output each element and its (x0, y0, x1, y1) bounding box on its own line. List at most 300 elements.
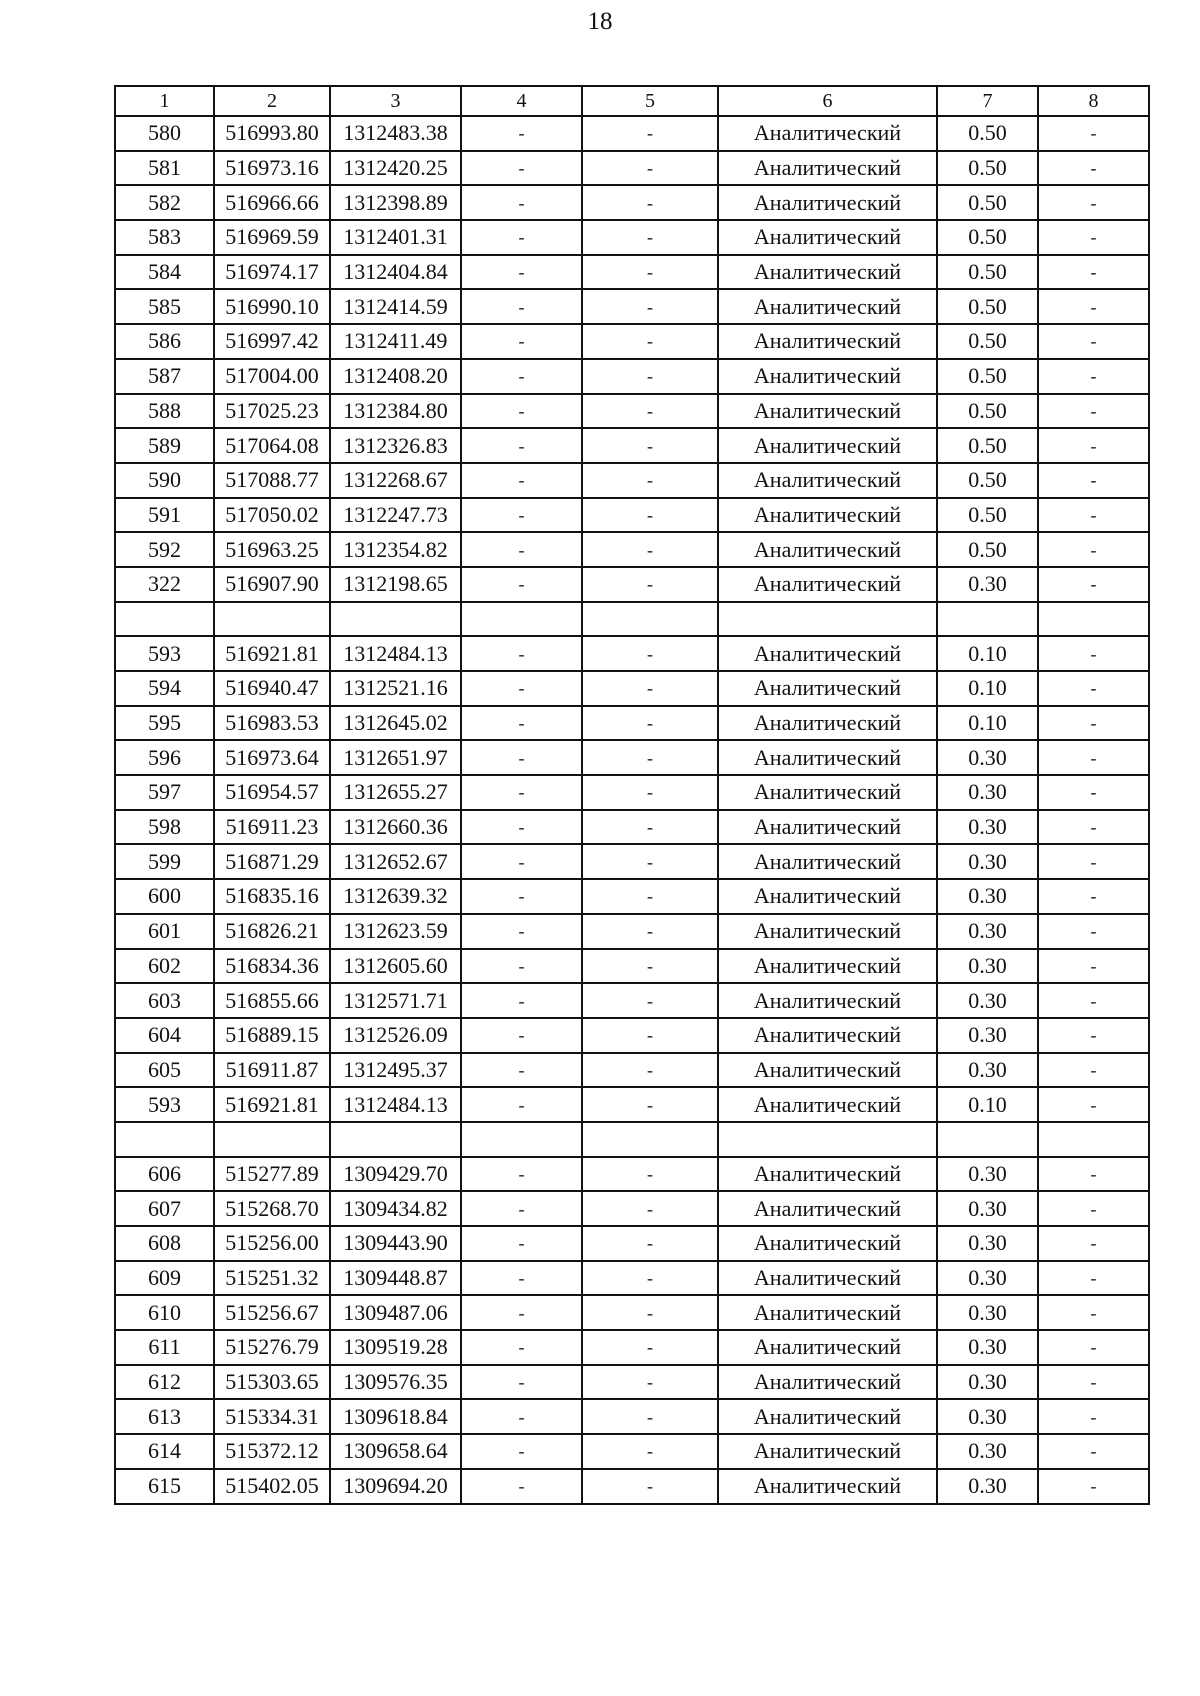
accuracy-cell: 0.50 (937, 463, 1038, 498)
method-cell: Аналитический (718, 1469, 937, 1504)
column-4-cell: - (461, 1018, 582, 1053)
accuracy-cell: 0.30 (937, 1191, 1038, 1226)
point-number-cell (115, 602, 214, 637)
column-5-cell: - (582, 116, 718, 151)
x-coordinate-cell: 516911.87 (214, 1053, 330, 1088)
y-coordinate-cell: 1312652.67 (330, 844, 461, 879)
table-row (115, 394, 1149, 429)
y-coordinate-cell: 1312354.82 (330, 532, 461, 567)
accuracy-cell: 0.10 (937, 671, 1038, 706)
table-row (115, 1295, 1149, 1330)
column-5-cell: - (582, 636, 718, 671)
y-coordinate-cell: 1309434.82 (330, 1191, 461, 1226)
method-cell: Аналитический (718, 185, 937, 220)
column-5-cell: - (582, 949, 718, 984)
column-8-cell: - (1038, 116, 1149, 151)
accuracy-cell: 0.50 (937, 428, 1038, 463)
method-cell: Аналитический (718, 255, 937, 290)
method-cell: Аналитический (718, 879, 937, 914)
method-cell: Аналитический (718, 949, 937, 984)
x-coordinate-cell: 515402.05 (214, 1469, 330, 1504)
column-4-cell: - (461, 498, 582, 533)
column-8-cell: - (1038, 775, 1149, 810)
table-row (115, 1087, 1149, 1122)
column-5-cell: - (582, 151, 718, 186)
column-8-cell: - (1038, 359, 1149, 394)
x-coordinate-cell: 515372.12 (214, 1434, 330, 1469)
method-cell: Аналитический (718, 463, 937, 498)
column-4-cell (461, 602, 582, 637)
column-5-cell: - (582, 1365, 718, 1400)
table-row (115, 1330, 1149, 1365)
accuracy-cell: 0.50 (937, 324, 1038, 359)
x-coordinate-cell: 516974.17 (214, 255, 330, 290)
point-number-cell: 607 (115, 1191, 214, 1226)
method-cell: Аналитический (718, 844, 937, 879)
x-coordinate-cell (214, 1122, 330, 1157)
x-coordinate-cell: 516911.23 (214, 810, 330, 845)
y-coordinate-cell (330, 1122, 461, 1157)
column-5-cell: - (582, 220, 718, 255)
column-8-cell: - (1038, 844, 1149, 879)
accuracy-cell: 0.50 (937, 532, 1038, 567)
accuracy-cell: 0.30 (937, 879, 1038, 914)
column-5-cell: - (582, 1226, 718, 1261)
table-row (115, 810, 1149, 845)
column-8-cell: - (1038, 394, 1149, 429)
column-4-cell: - (461, 324, 582, 359)
accuracy-cell: 0.30 (937, 1330, 1038, 1365)
header-cell: 7 (937, 86, 1038, 116)
column-8-cell: - (1038, 1261, 1149, 1296)
point-number-cell: 610 (115, 1295, 214, 1330)
method-cell: Аналитический (718, 567, 937, 602)
x-coordinate-cell: 515334.31 (214, 1399, 330, 1434)
table-row (115, 706, 1149, 741)
table-row (115, 844, 1149, 879)
column-8-cell: - (1038, 983, 1149, 1018)
column-8-cell: - (1038, 463, 1149, 498)
method-cell: Аналитический (718, 116, 937, 151)
x-coordinate-cell: 517025.23 (214, 394, 330, 429)
accuracy-cell: 0.30 (937, 775, 1038, 810)
column-8-cell (1038, 602, 1149, 637)
table-row (115, 428, 1149, 463)
y-coordinate-cell: 1309448.87 (330, 1261, 461, 1296)
point-number-cell: 606 (115, 1157, 214, 1192)
column-4-cell: - (461, 289, 582, 324)
y-coordinate-cell: 1312483.38 (330, 116, 461, 151)
column-4-cell: - (461, 1469, 582, 1504)
point-number-cell: 581 (115, 151, 214, 186)
x-coordinate-cell: 516973.64 (214, 740, 330, 775)
point-number-cell: 583 (115, 220, 214, 255)
column-5-cell (582, 1122, 718, 1157)
point-number-cell: 589 (115, 428, 214, 463)
table-row (115, 532, 1149, 567)
x-coordinate-cell: 516940.47 (214, 671, 330, 706)
column-4-cell: - (461, 1261, 582, 1296)
accuracy-cell: 0.30 (937, 1018, 1038, 1053)
y-coordinate-cell: 1312404.84 (330, 255, 461, 290)
column-4-cell: - (461, 567, 582, 602)
column-8-cell: - (1038, 532, 1149, 567)
accuracy-cell: 0.50 (937, 394, 1038, 429)
column-8-cell: - (1038, 706, 1149, 741)
point-number-cell: 615 (115, 1469, 214, 1504)
accuracy-cell: 0.30 (937, 1469, 1038, 1504)
header-cell: 5 (582, 86, 718, 116)
column-5-cell: - (582, 359, 718, 394)
column-4-cell: - (461, 1157, 582, 1192)
method-cell: Аналитический (718, 151, 937, 186)
x-coordinate-cell: 516973.16 (214, 151, 330, 186)
accuracy-cell: 0.50 (937, 289, 1038, 324)
column-5-cell: - (582, 983, 718, 1018)
accuracy-cell: 0.50 (937, 255, 1038, 290)
point-number-cell: 594 (115, 671, 214, 706)
accuracy-cell: 0.50 (937, 151, 1038, 186)
method-cell: Аналитический (718, 289, 937, 324)
column-4-cell: - (461, 1295, 582, 1330)
column-8-cell: - (1038, 498, 1149, 533)
x-coordinate-cell: 515251.32 (214, 1261, 330, 1296)
y-coordinate-cell: 1309487.06 (330, 1295, 461, 1330)
column-8-cell: - (1038, 879, 1149, 914)
accuracy-cell: 0.30 (937, 1157, 1038, 1192)
point-number-cell: 591 (115, 498, 214, 533)
column-4-cell: - (461, 810, 582, 845)
y-coordinate-cell: 1309658.64 (330, 1434, 461, 1469)
column-5-cell: - (582, 1191, 718, 1226)
x-coordinate-cell: 516969.59 (214, 220, 330, 255)
x-coordinate-cell: 516954.57 (214, 775, 330, 810)
column-8-cell: - (1038, 810, 1149, 845)
method-cell: Аналитический (718, 220, 937, 255)
y-coordinate-cell: 1312484.13 (330, 636, 461, 671)
table-row (115, 1226, 1149, 1261)
y-coordinate-cell: 1312521.16 (330, 671, 461, 706)
point-number-cell: 603 (115, 983, 214, 1018)
x-coordinate-cell: 516889.15 (214, 1018, 330, 1053)
method-cell: Аналитический (718, 1399, 937, 1434)
table-row (115, 1018, 1149, 1053)
column-5-cell: - (582, 706, 718, 741)
column-4-cell: - (461, 1434, 582, 1469)
point-number-cell: 587 (115, 359, 214, 394)
column-8-cell: - (1038, 1434, 1149, 1469)
table-row (115, 602, 1149, 637)
x-coordinate-cell: 516826.21 (214, 914, 330, 949)
column-4-cell: - (461, 359, 582, 394)
column-5-cell: - (582, 324, 718, 359)
column-4-cell: - (461, 463, 582, 498)
table-row (115, 255, 1149, 290)
column-5-cell: - (582, 1053, 718, 1088)
table-row (115, 740, 1149, 775)
table-row (115, 567, 1149, 602)
table-row (115, 949, 1149, 984)
column-5-cell: - (582, 394, 718, 429)
x-coordinate-cell: 516871.29 (214, 844, 330, 879)
method-cell: Аналитический (718, 1157, 937, 1192)
column-4-cell: - (461, 1330, 582, 1365)
x-coordinate-cell: 516907.90 (214, 567, 330, 602)
method-cell: Аналитический (718, 1261, 937, 1296)
point-number-cell: 596 (115, 740, 214, 775)
column-8-cell: - (1038, 1191, 1149, 1226)
header-cell: 8 (1038, 86, 1149, 116)
column-5-cell: - (582, 1261, 718, 1296)
y-coordinate-cell: 1312198.65 (330, 567, 461, 602)
point-number-cell: 601 (115, 914, 214, 949)
method-cell: Аналитический (718, 810, 937, 845)
point-number-cell: 598 (115, 810, 214, 845)
column-5-cell: - (582, 532, 718, 567)
column-5-cell (582, 602, 718, 637)
point-number-cell: 585 (115, 289, 214, 324)
column-8-cell: - (1038, 1157, 1149, 1192)
column-5-cell: - (582, 844, 718, 879)
x-coordinate-cell: 515268.70 (214, 1191, 330, 1226)
method-cell (718, 1122, 937, 1157)
point-number-cell: 322 (115, 567, 214, 602)
column-4-cell: - (461, 151, 582, 186)
method-cell: Аналитический (718, 671, 937, 706)
accuracy-cell: 0.50 (937, 498, 1038, 533)
table-row (115, 1365, 1149, 1400)
point-number-cell (115, 1122, 214, 1157)
header-cell: 6 (718, 86, 937, 116)
column-5-cell: - (582, 1018, 718, 1053)
column-8-cell: - (1038, 151, 1149, 186)
accuracy-cell: 0.30 (937, 914, 1038, 949)
method-cell: Аналитический (718, 1365, 937, 1400)
accuracy-cell: 0.50 (937, 220, 1038, 255)
point-number-cell: 612 (115, 1365, 214, 1400)
x-coordinate-cell: 515276.79 (214, 1330, 330, 1365)
column-4-cell: - (461, 949, 582, 984)
x-coordinate-cell: 516835.16 (214, 879, 330, 914)
x-coordinate-cell: 516855.66 (214, 983, 330, 1018)
column-4-cell: - (461, 1399, 582, 1434)
column-4-cell: - (461, 636, 582, 671)
method-cell: Аналитический (718, 1087, 937, 1122)
y-coordinate-cell: 1312384.80 (330, 394, 461, 429)
point-number-cell: 593 (115, 1087, 214, 1122)
column-8-cell: - (1038, 1226, 1149, 1261)
column-5-cell: - (582, 498, 718, 533)
point-number-cell: 588 (115, 394, 214, 429)
method-cell: Аналитический (718, 532, 937, 567)
table-row (115, 775, 1149, 810)
accuracy-cell: 0.50 (937, 185, 1038, 220)
x-coordinate-cell: 517050.02 (214, 498, 330, 533)
y-coordinate-cell: 1312605.60 (330, 949, 461, 984)
column-4-cell: - (461, 983, 582, 1018)
column-4-cell: - (461, 740, 582, 775)
column-4-cell: - (461, 706, 582, 741)
column-8-cell: - (1038, 1018, 1149, 1053)
accuracy-cell: 0.30 (937, 740, 1038, 775)
column-5-cell: - (582, 879, 718, 914)
y-coordinate-cell (330, 602, 461, 637)
column-5-cell: - (582, 1295, 718, 1330)
x-coordinate-cell: 516834.36 (214, 949, 330, 984)
column-5-cell: - (582, 1469, 718, 1504)
column-5-cell: - (582, 567, 718, 602)
column-5-cell: - (582, 185, 718, 220)
table-body (115, 116, 1149, 1504)
point-number-cell: 593 (115, 636, 214, 671)
table-row (115, 359, 1149, 394)
column-8-cell: - (1038, 1399, 1149, 1434)
method-cell: Аналитический (718, 1330, 937, 1365)
column-5-cell: - (582, 671, 718, 706)
x-coordinate-cell (214, 602, 330, 637)
header-cell: 3 (330, 86, 461, 116)
y-coordinate-cell: 1309618.84 (330, 1399, 461, 1434)
column-8-cell: - (1038, 914, 1149, 949)
accuracy-cell: 0.30 (937, 567, 1038, 602)
y-coordinate-cell: 1312398.89 (330, 185, 461, 220)
y-coordinate-cell: 1312645.02 (330, 706, 461, 741)
column-4-cell: - (461, 844, 582, 879)
y-coordinate-cell: 1312660.36 (330, 810, 461, 845)
accuracy-cell: 0.10 (937, 706, 1038, 741)
y-coordinate-cell: 1309694.20 (330, 1469, 461, 1504)
table-row (115, 1122, 1149, 1157)
point-number-cell: 608 (115, 1226, 214, 1261)
method-cell: Аналитический (718, 1018, 937, 1053)
table-row (115, 1434, 1149, 1469)
x-coordinate-cell: 516997.42 (214, 324, 330, 359)
column-4-cell: - (461, 1087, 582, 1122)
method-cell: Аналитический (718, 775, 937, 810)
x-coordinate-cell: 517004.00 (214, 359, 330, 394)
y-coordinate-cell: 1312401.31 (330, 220, 461, 255)
accuracy-cell: 0.30 (937, 1399, 1038, 1434)
column-8-cell: - (1038, 1330, 1149, 1365)
table-header-row (115, 86, 1149, 116)
accuracy-cell: 0.10 (937, 636, 1038, 671)
table-row (115, 1157, 1149, 1192)
point-number-cell: 584 (115, 255, 214, 290)
table-row (115, 671, 1149, 706)
column-8-cell: - (1038, 567, 1149, 602)
method-cell: Аналитический (718, 706, 937, 741)
column-5-cell: - (582, 255, 718, 290)
column-8-cell: - (1038, 1469, 1149, 1504)
point-number-cell: 599 (115, 844, 214, 879)
y-coordinate-cell: 1312651.97 (330, 740, 461, 775)
column-5-cell: - (582, 1434, 718, 1469)
table-row (115, 151, 1149, 186)
y-coordinate-cell: 1312268.67 (330, 463, 461, 498)
column-4-cell: - (461, 879, 582, 914)
column-4-cell: - (461, 428, 582, 463)
x-coordinate-cell: 517088.77 (214, 463, 330, 498)
column-5-cell: - (582, 740, 718, 775)
y-coordinate-cell: 1312655.27 (330, 775, 461, 810)
column-8-cell (1038, 1122, 1149, 1157)
method-cell: Аналитический (718, 914, 937, 949)
column-5-cell: - (582, 463, 718, 498)
table-row (115, 498, 1149, 533)
accuracy-cell: 0.30 (937, 983, 1038, 1018)
table-row (115, 1399, 1149, 1434)
y-coordinate-cell: 1309576.35 (330, 1365, 461, 1400)
header-cell: 4 (461, 86, 582, 116)
column-4-cell: - (461, 116, 582, 151)
accuracy-cell: 0.10 (937, 1087, 1038, 1122)
accuracy-cell: 0.30 (937, 949, 1038, 984)
column-5-cell: - (582, 914, 718, 949)
table-row (115, 983, 1149, 1018)
column-8-cell: - (1038, 1087, 1149, 1122)
method-cell: Аналитический (718, 394, 937, 429)
accuracy-cell: 0.30 (937, 810, 1038, 845)
column-5-cell: - (582, 289, 718, 324)
method-cell: Аналитический (718, 636, 937, 671)
column-4-cell: - (461, 671, 582, 706)
coordinates-table (114, 85, 1150, 1505)
y-coordinate-cell: 1312484.13 (330, 1087, 461, 1122)
table-row (115, 1469, 1149, 1504)
column-5-cell: - (582, 1157, 718, 1192)
table-row (115, 116, 1149, 151)
method-cell: Аналитический (718, 1053, 937, 1088)
accuracy-cell: 0.30 (937, 1434, 1038, 1469)
header-cell: 2 (214, 86, 330, 116)
point-number-cell: 614 (115, 1434, 214, 1469)
column-8-cell: - (1038, 1365, 1149, 1400)
column-8-cell: - (1038, 185, 1149, 220)
column-5-cell: - (582, 1399, 718, 1434)
x-coordinate-cell: 515256.00 (214, 1226, 330, 1261)
table-row (115, 1261, 1149, 1296)
column-5-cell: - (582, 1330, 718, 1365)
accuracy-cell: 0.30 (937, 844, 1038, 879)
y-coordinate-cell: 1312623.59 (330, 914, 461, 949)
table-row (115, 636, 1149, 671)
column-4-cell: - (461, 185, 582, 220)
column-4-cell: - (461, 775, 582, 810)
point-number-cell: 592 (115, 532, 214, 567)
accuracy-cell (937, 1122, 1038, 1157)
method-cell: Аналитический (718, 498, 937, 533)
x-coordinate-cell: 515303.65 (214, 1365, 330, 1400)
page-number: 18 (587, 8, 613, 35)
y-coordinate-cell: 1312411.49 (330, 324, 461, 359)
column-4-cell: - (461, 1365, 582, 1400)
method-cell: Аналитический (718, 983, 937, 1018)
y-coordinate-cell: 1312408.20 (330, 359, 461, 394)
column-4-cell: - (461, 255, 582, 290)
y-coordinate-cell: 1312639.32 (330, 879, 461, 914)
column-8-cell: - (1038, 636, 1149, 671)
column-5-cell: - (582, 810, 718, 845)
table-row (115, 914, 1149, 949)
y-coordinate-cell: 1312495.37 (330, 1053, 461, 1088)
point-number-cell: 602 (115, 949, 214, 984)
method-cell: Аналитический (718, 1226, 937, 1261)
x-coordinate-cell: 516963.25 (214, 532, 330, 567)
method-cell: Аналитический (718, 1191, 937, 1226)
method-cell: Аналитический (718, 428, 937, 463)
accuracy-cell: 0.50 (937, 359, 1038, 394)
column-4-cell: - (461, 914, 582, 949)
